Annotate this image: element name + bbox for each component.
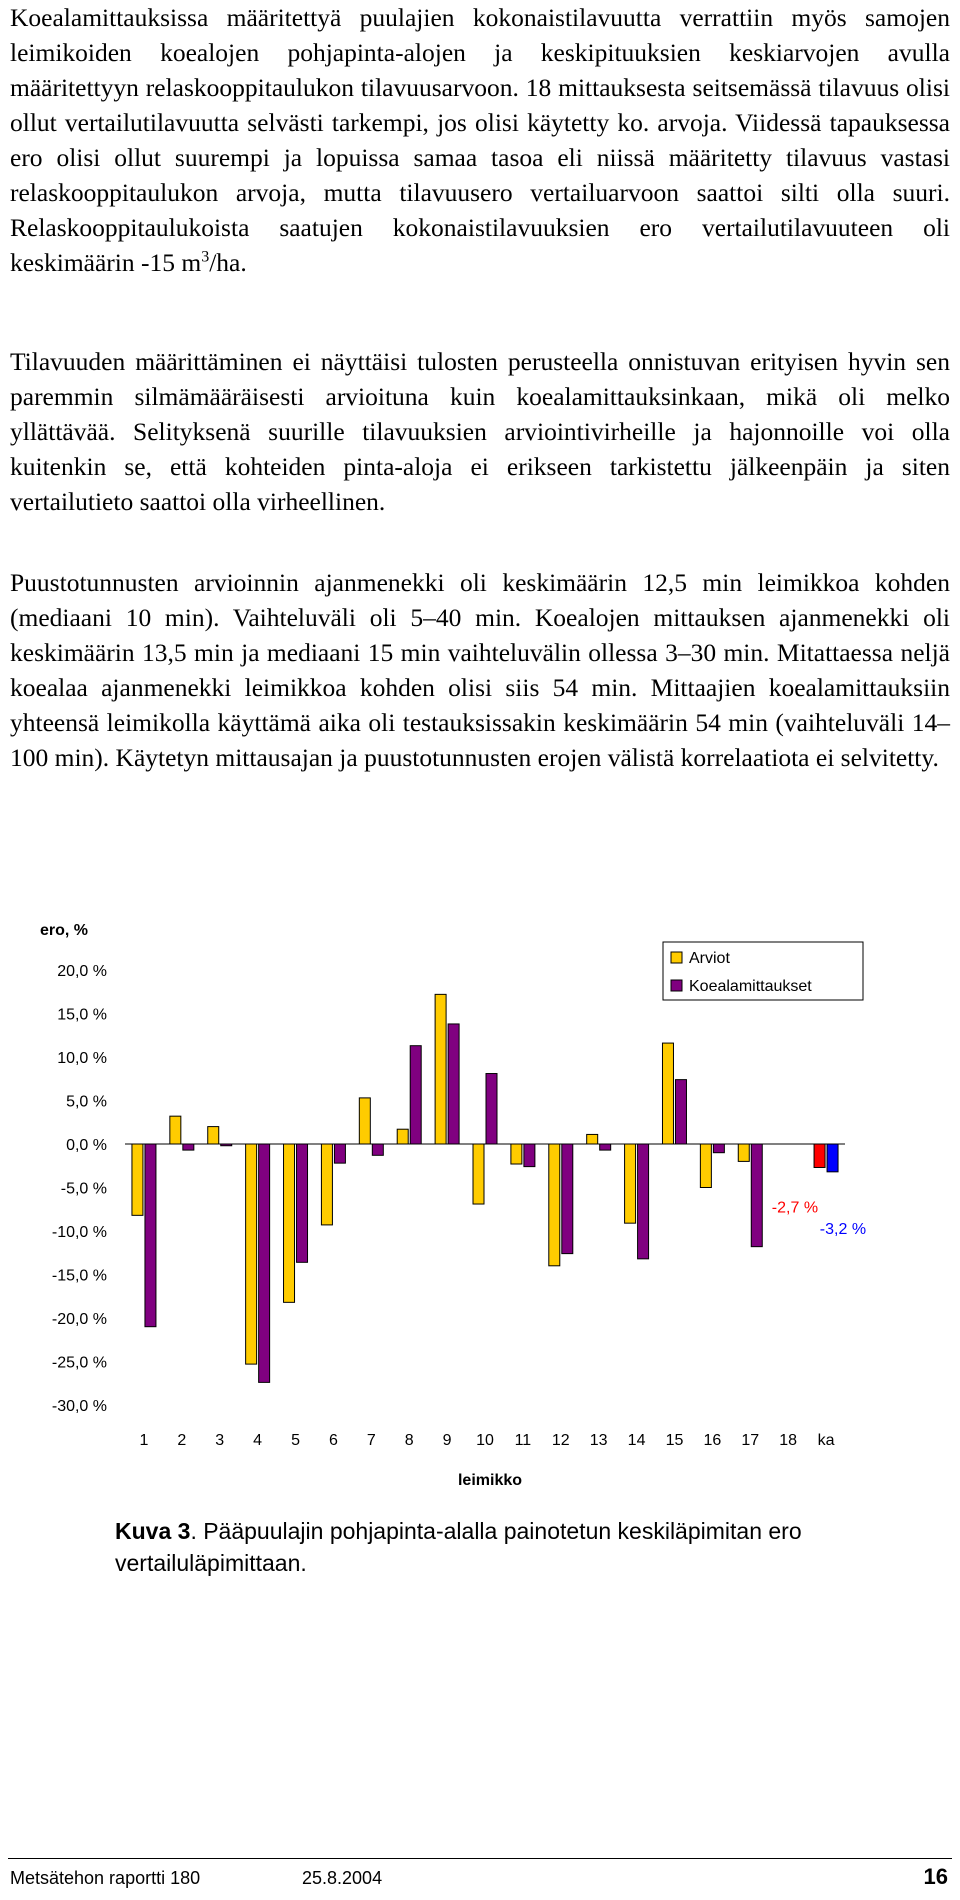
x-axis-label: leimikko — [457, 1472, 523, 1489]
x-tick-label: 11 — [514, 1432, 532, 1449]
chart-legend — [663, 942, 863, 1000]
bar-koealamittaukset — [751, 1144, 762, 1247]
bar-koealamittaukset — [827, 1144, 838, 1172]
y-tick-label: -20,0 % — [51, 1311, 107, 1328]
y-tick-label: 10,0 % — [57, 1050, 107, 1067]
x-tick-label: 9 — [442, 1432, 452, 1449]
bar-arviot — [700, 1144, 711, 1188]
bar-koealamittaukset — [675, 1080, 686, 1144]
x-tick-label: 12 — [551, 1432, 570, 1449]
bar-koealamittaukset — [221, 1144, 232, 1146]
bar-arviot — [284, 1144, 295, 1302]
annotation-arviot-average: -2,7 % — [771, 1199, 819, 1217]
figure-caption-label: Kuva 3 — [115, 1518, 191, 1544]
bar-arviot — [814, 1144, 825, 1167]
bar-arviot — [246, 1144, 257, 1364]
y-tick-label: -15,0 % — [51, 1267, 107, 1285]
unit-superscript: 3 — [201, 248, 210, 266]
paragraph-1-text: Koealamittauksissa määritettyä puulajien kokonaistilavuutta verrattiin myös samojen leimikoiden koealojen pohjapinta-alojen ja keskipituuksien keskiarvojen avulla määritettyyn relaskooppitaulukon tilavuusarvoon. 18 mittauksesta seitsemässä tilavuus olisi ollut vertailutilavuutta selvästi tarkempi, jos olisi käytetty ko. arvoja. Viidessä tapauksessa ero olisi ollut suurempi ja lopuissa samaa tasoa eli niissä määritetty tilavuus vastasi relaskooppitaulukon arvoja, mutta tilavuusero vertailuarvoon saattoi silti olla suuri. Relaskooppitaulukoista saatujen kokonaistilavuuksien ero vertailutilavuuteen oli keskimäärin -15 m — [10, 3, 950, 277]
chart-bars — [132, 994, 838, 1382]
bar-koealamittaukset — [524, 1144, 535, 1167]
y-tick-label: -10,0 % — [51, 1224, 107, 1241]
legend-swatch-koealamittaukset — [671, 980, 682, 991]
bar-koealamittaukset — [145, 1144, 156, 1327]
x-tick-label: 13 — [589, 1432, 608, 1449]
paragraph-2: Tilavuuden määrittäminen ei näyttäisi tulosten perusteella onnistuvan erityisen hyvin sen paremmin silmämääräisesti arvioituna kuin koealamittauksinkaan, mikä oli melko yllättävää. Selityksenä suurille tilavuuksien arviointivirheille ja hajonnoille voi olla kuitenkin se, että kohteiden pinta-aloja ei erikseen tarkistettu jälkeenpäin ja siten vertailutieto saattoi olla virheellinen. — [10, 347, 950, 516]
y-tick-label: -5,0 % — [60, 1180, 107, 1198]
x-tick-label: 7 — [366, 1432, 376, 1449]
bar-arviot — [435, 994, 446, 1144]
bar-koealamittaukset — [638, 1144, 649, 1259]
bar-arviot — [321, 1144, 332, 1225]
bar-koealamittaukset — [562, 1144, 573, 1254]
bar-arviot — [662, 1043, 673, 1144]
bar-arviot — [397, 1129, 408, 1144]
bar-arviot — [625, 1144, 636, 1223]
annotation-koealamittaukset-average: -3,2 % — [819, 1220, 867, 1238]
x-tick-label: 10 — [476, 1432, 494, 1449]
bar-arviot — [549, 1144, 560, 1266]
bar-koealamittaukset — [410, 1046, 421, 1144]
figure-caption — [115, 1515, 935, 1579]
x-tick-label: ka — [817, 1432, 835, 1449]
x-tick-label: 14 — [627, 1432, 646, 1449]
x-tick-label: 17 — [741, 1432, 760, 1449]
y-tick-label: -30,0 % — [51, 1398, 107, 1415]
x-tick-label: 6 — [328, 1432, 338, 1449]
bar-koealamittaukset — [713, 1144, 724, 1153]
x-tick-label: 4 — [253, 1432, 263, 1449]
bar-koealamittaukset — [600, 1144, 611, 1150]
chart-labels — [40, 922, 866, 1489]
legend-label-koealamittaukset: Koealamittaukset — [689, 978, 812, 995]
x-tick-label: 3 — [215, 1432, 225, 1449]
y-tick-label: 20,0 % — [57, 963, 107, 980]
bar-arviot — [738, 1144, 749, 1161]
x-tick-label: 2 — [177, 1432, 187, 1449]
x-tick-label: 8 — [404, 1432, 414, 1449]
bar-koealamittaukset — [486, 1074, 497, 1144]
y-tick-label: -25,0 % — [51, 1354, 107, 1372]
x-tick-label: 5 — [291, 1432, 300, 1449]
bar-arviot — [132, 1144, 143, 1215]
bar-arviot — [511, 1144, 522, 1164]
paragraph-3: Puustotunnusten arvioinnin ajanmenekki oli keskimäärin 12,5 min leimikkoa kohden (mediaani 10 min). Vaihteluväli oli 5–40 min. Koealojen mittauksen ajanmenekki oli keskimäärin 13,5 min ja mediaani 15 min vaihteluvälin ollessa 3–30 min. Mitattaessa neljä koealaa ajanmenekki leimikkoa kohden olisi siis 54 min. Mittaajien koealamittauksiin yhteensä leimikolla käyttämä aika oli testauksissakin keskimäärin 54 min (vaihteluväli 14–100 min). Käytetyn mittausajan ja puustotunnusten erojen välistä korrelaatiota ei selvitetty. — [10, 568, 950, 772]
x-tick-label: 15 — [665, 1432, 684, 1449]
y-tick-label: 15,0 % — [57, 1006, 107, 1024]
bar-koealamittaukset — [297, 1144, 308, 1262]
bar-koealamittaukset — [448, 1024, 459, 1144]
x-tick-label: 16 — [703, 1432, 722, 1449]
bar-koealamittaukset — [334, 1144, 345, 1163]
bar-koealamittaukset — [183, 1144, 194, 1150]
paragraph-1 — [10, 0, 950, 280]
legend-swatch-arviot — [671, 952, 682, 963]
bar-koealamittaukset — [259, 1144, 270, 1382]
bar-koealamittaukset — [372, 1144, 383, 1155]
footer-date: 25.8.2004 — [302, 1868, 383, 1888]
bar-arviot — [208, 1127, 219, 1144]
bar-arviot — [359, 1098, 370, 1144]
bar-chart — [0, 910, 960, 1500]
figure-caption-text: . Pääpuulajin pohjapinta-alalla painotetun keskiläpimitan ero vertailuläpimittaan. — [115, 1518, 802, 1576]
footer-report-name: Metsätehon raportti 180 — [10, 1868, 201, 1888]
paragraph-1-unit-tail: /ha. — [209, 248, 247, 277]
bar-arviot — [587, 1134, 598, 1144]
x-tick-label: 1 — [139, 1432, 149, 1449]
y-tick-label: 5,0 % — [66, 1093, 107, 1111]
legend-label-arviot: Arviot — [689, 950, 730, 967]
footer-divider — [8, 1858, 952, 1859]
footer-page-number: 16 — [923, 1864, 948, 1889]
bar-arviot — [170, 1116, 181, 1144]
x-tick-label: 18 — [779, 1432, 798, 1449]
y-axis-label: ero, % — [40, 922, 89, 939]
y-tick-label: 0,0 % — [66, 1137, 107, 1154]
bar-arviot — [473, 1144, 484, 1204]
